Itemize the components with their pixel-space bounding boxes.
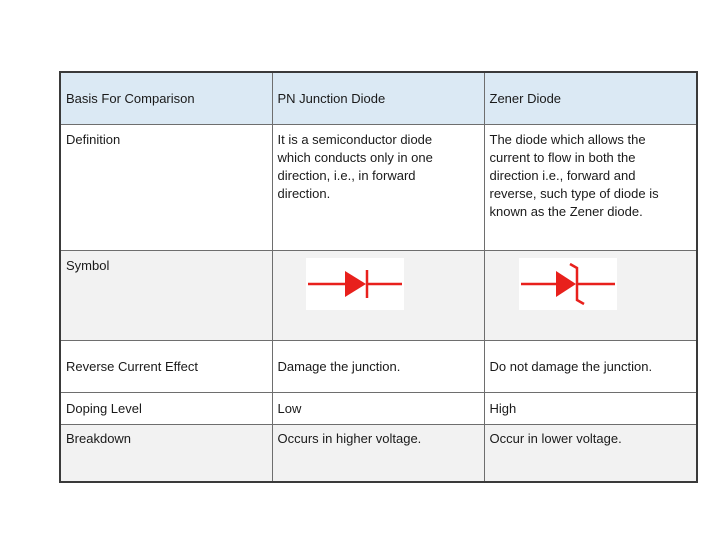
zener-diode-symbol-icon bbox=[519, 258, 617, 310]
row-label: Definition bbox=[60, 125, 272, 251]
zener-breakdown: Occur in lower voltage. bbox=[484, 425, 697, 483]
table-row-symbol bbox=[60, 251, 697, 341]
zener-reverse-current: Do not damage the junction. bbox=[484, 341, 697, 393]
table-row-breakdown bbox=[60, 425, 697, 483]
header-zener: Zener Diode bbox=[484, 72, 697, 125]
table-row-doping bbox=[60, 393, 697, 425]
diode-symbol-icon bbox=[306, 258, 404, 310]
zener-doping: High bbox=[484, 393, 697, 425]
row-label: Breakdown bbox=[60, 425, 272, 483]
row-label: Doping Level bbox=[60, 393, 272, 425]
pn-doping: Low bbox=[272, 393, 484, 425]
pn-breakdown: Occurs in higher voltage. bbox=[272, 425, 484, 483]
row-label: Symbol bbox=[60, 251, 272, 341]
comparison-table bbox=[59, 71, 698, 483]
row-label: Reverse Current Effect bbox=[60, 341, 272, 393]
pn-reverse-current: Damage the junction. bbox=[272, 341, 484, 393]
table-row-reverse-current bbox=[60, 341, 697, 393]
table-row-definition bbox=[60, 125, 697, 251]
zener-symbol-cell bbox=[484, 251, 697, 341]
header-basis: Basis For Comparison bbox=[60, 72, 272, 125]
header-pn-junction: PN Junction Diode bbox=[272, 72, 484, 125]
header-row bbox=[60, 72, 697, 125]
pn-definition: It is a semiconductor diode which conducts only in one direction, i.e., in forward direction. bbox=[272, 125, 484, 251]
zener-definition: The diode which allows the current to flow in both the direction i.e., forward and reverse, such type of diode is known as the Zener diode. bbox=[484, 125, 697, 251]
pn-symbol-cell bbox=[272, 251, 484, 341]
